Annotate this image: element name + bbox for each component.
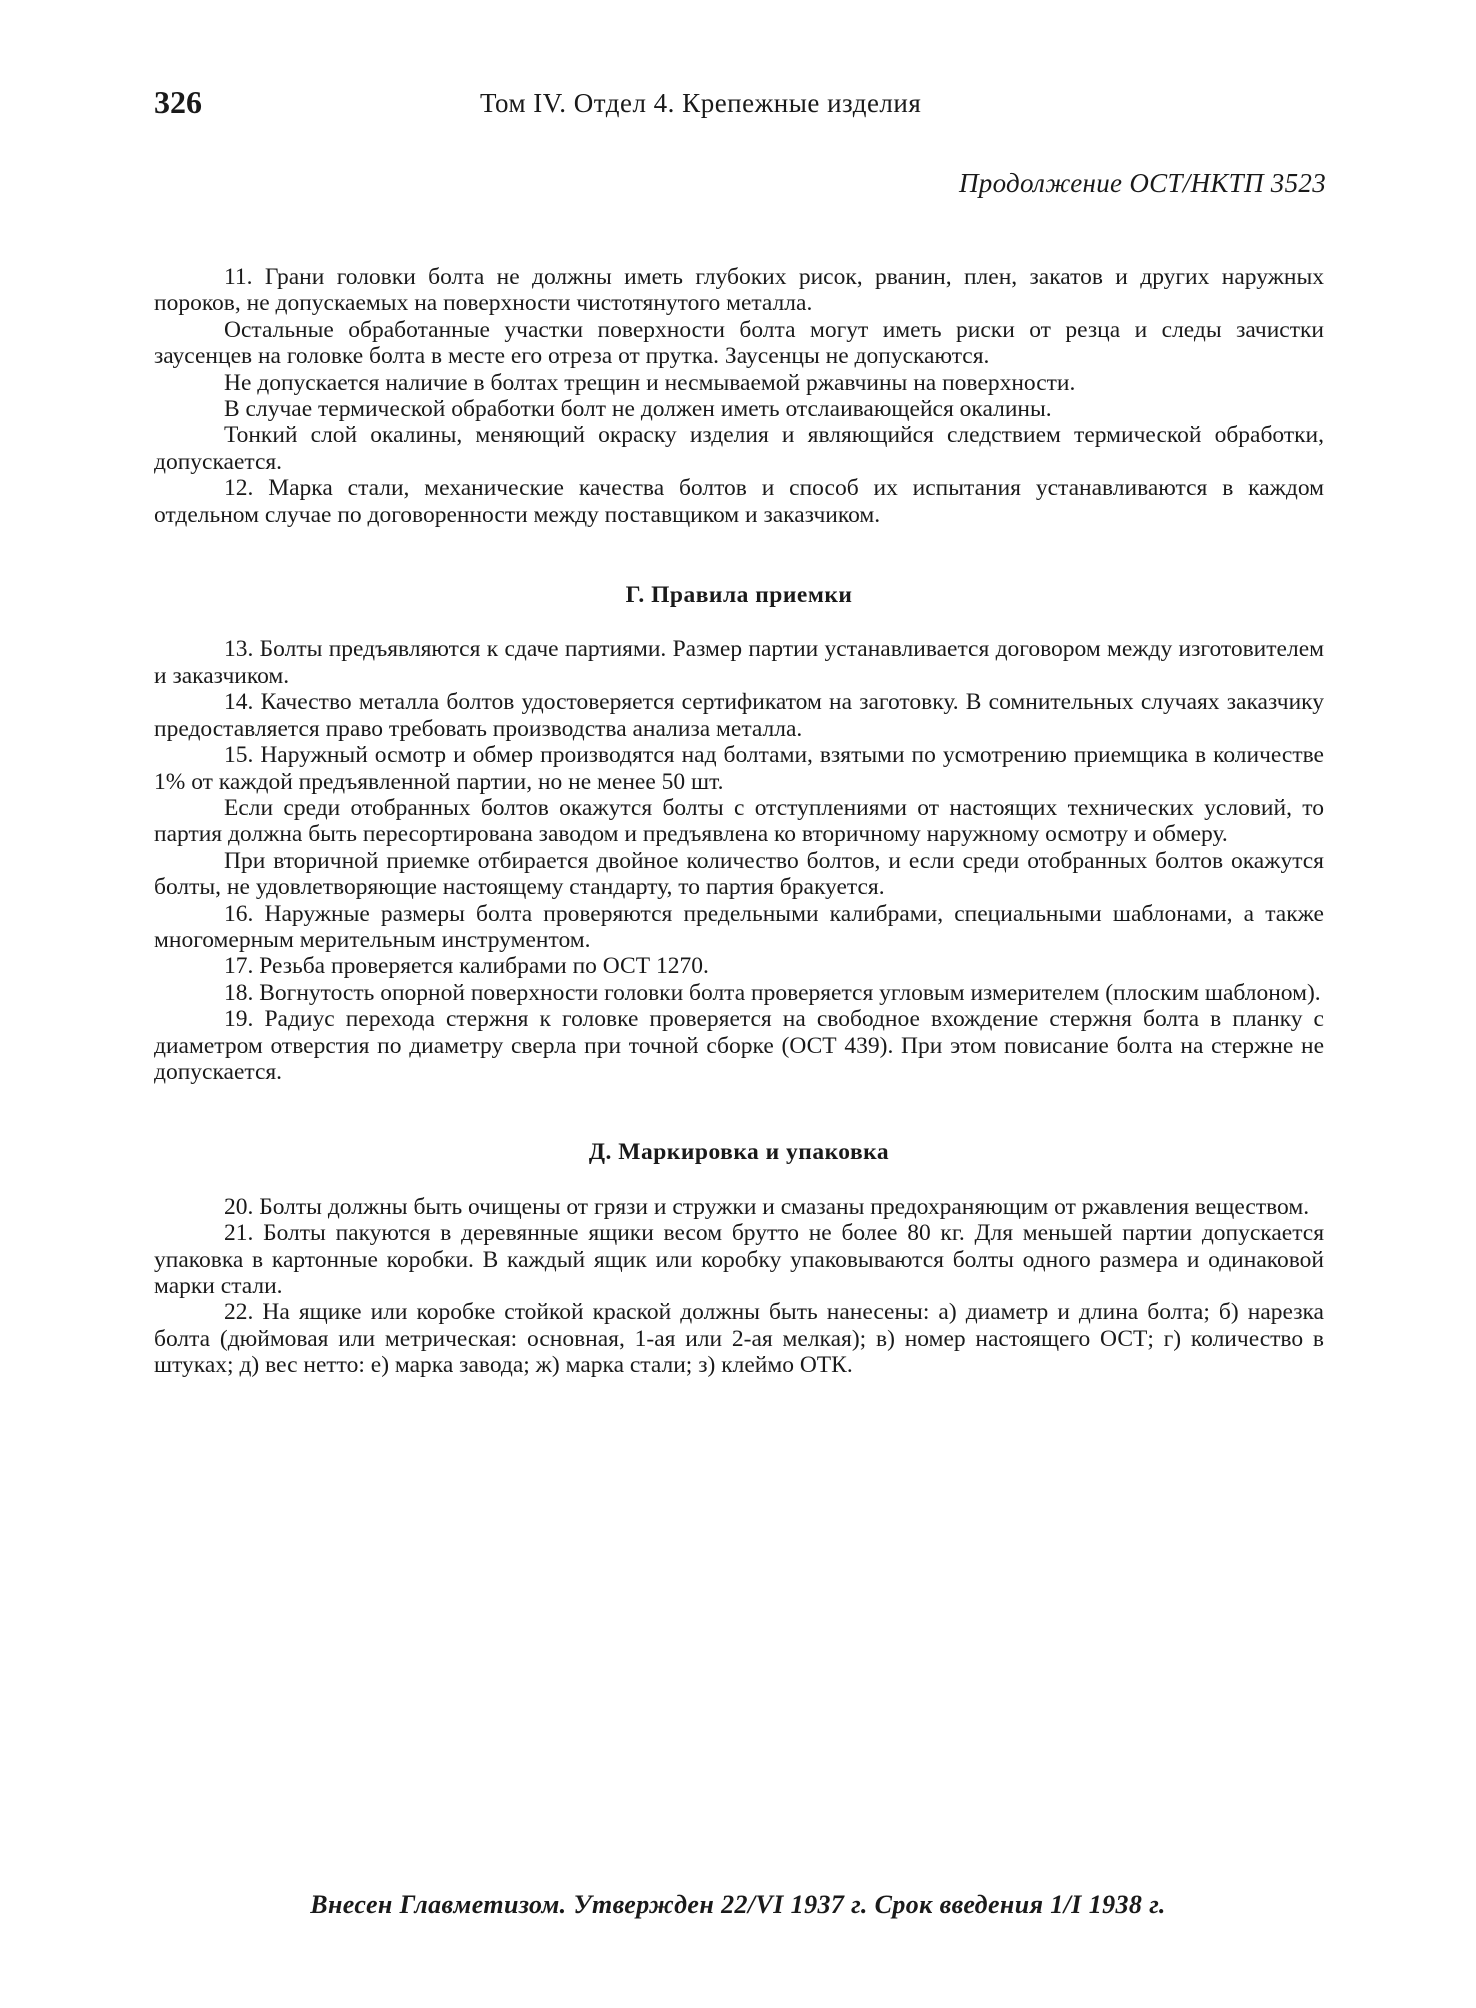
- approval-footer: Внесен Главметизом. Утвержден 22/VI 1937 г. Срок введения 1/I 1938 г.: [310, 1890, 1166, 1919]
- continuation-note: Продолжение ОСТ/НКТП 3523: [959, 168, 1326, 198]
- paragraph: При вторичной приемке отбирается двойное количество болтов, и если среди отобранных болтов окажутся болты, не удовлетворяющие настоящему стандарту, то партия бракуется.: [154, 847, 1324, 901]
- paragraph: 19. Радиус перехода стержня к головке проверяется на свободное вхождение стержня болта в планку с диаметром отверстия по диаметру сверла при точной сборке (ОСТ 439). При этом повисание болта на стержне не допускается.: [154, 1006, 1324, 1085]
- paragraph: 17. Резьба проверяется калибрами по ОСТ 1270.: [224, 953, 709, 980]
- document-body: [154, 264, 1324, 1379]
- section-title-acceptance: Г. Правила приемки: [625, 582, 853, 609]
- paragraph: Тонкий слой окалины, меняющий окраску изделия и являющийся следствием термической обработки, допускается.: [154, 422, 1324, 475]
- paragraph: 18. Вогнутость опорной поверхности головки болта проверяется угловым измерителем (плоским шаблоном).: [224, 979, 1321, 1006]
- paragraph: 12. Марка стали, механические качества болтов и способ их испытания устанавливаются в каждом отдельном случае по договоренности между поставщиком и заказчиком.: [154, 475, 1324, 528]
- paragraph: 13. Болты предъявляются к сдаче партиями. Размер партии устанавливается договором между изготовителем и заказчиком.: [154, 636, 1324, 689]
- paragraph: В случае термической обработки болт не должен иметь отслаивающейся окалины.: [224, 396, 1052, 423]
- paragraph: 14. Качество металла болтов удостоверяется сертификатом на заготовку. В сомнительных случаях заказчику предоставляется право требовать производства анализа металла.: [154, 689, 1324, 742]
- running-title: Том IV. Отдел 4. Крепежные изделия: [480, 88, 922, 118]
- page-number: 326: [154, 84, 202, 120]
- paragraph: Не допускается наличие в болтах трещин и несмываемой ржавчины на поверхности.: [224, 369, 1076, 396]
- paragraph: 22. На ящике или коробке стойкой краской должны быть нанесены: а) диаметр и длина болта; б) нарезка болта (дюймовая или метрическая: основная, 1-ая или 2-ая мелкая); в) номер настоящего ОСТ; г) количество в штуках; д) вес нетто: е) марка завода; ж) марка стали; з) клеймо ОТК.: [154, 1299, 1324, 1379]
- paragraph: 21. Болты пакуются в деревянные ящики весом брутто не более 80 кг. Для меньшей партии допускается упаковка в картонные коробки. В каждый ящик или коробку упаковываются болты одного размера и одинаковой марки стали.: [154, 1220, 1324, 1299]
- paragraph: 11. Грани головки болта не должны иметь глубоких рисок, рванин, плен, закатов и других наружных пороков, не допускаемых на поверхности чистотянутого металла.: [154, 264, 1324, 317]
- section-title-marking: Д. Маркировка и упаковка: [588, 1139, 890, 1166]
- paragraph: 20. Болты должны быть очищены от грязи и стружки и смазаны предохраняющим от ржавления веществом.: [224, 1193, 1310, 1220]
- paragraph: Если среди отобранных болтов окажутся болты с отступлениями от настоящих технических условий, то партия должна быть пересортирована заводом и предъявлена ко вторичному наружному осмотру и обмеру.: [154, 794, 1324, 848]
- page-header: [154, 84, 1324, 124]
- paragraph: Остальные обработанные участки поверхности болта могут иметь риски от резца и следы зачистки заусенцев на головке болта в месте его отреза от прутка. Заусенцы не допускаются.: [154, 316, 1324, 370]
- paragraph: 16. Наружные размеры болта проверяются предельными калибрами, специальными шаблонами, а также многомерным мерительным инструментом.: [154, 900, 1324, 953]
- paragraph: 15. Наружный осмотр и обмер производятся над болтами, взятыми по усмотрению приемщика в количестве 1% от каждой предъявленной партии, но не менее 50 шт.: [154, 742, 1324, 795]
